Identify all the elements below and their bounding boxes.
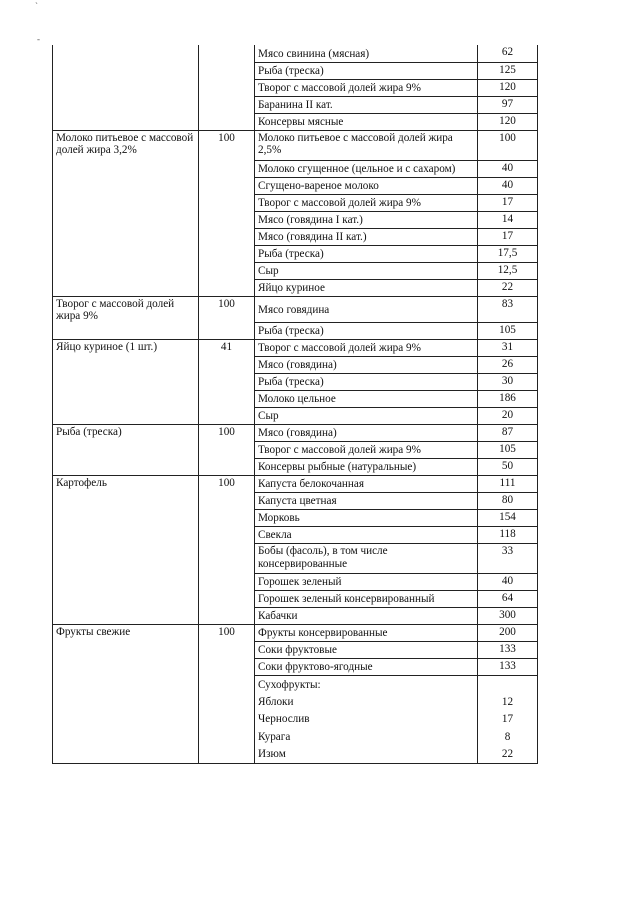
table-row [53, 659, 538, 676]
substitute-cell: Капуста белокочанная [255, 476, 478, 493]
quantity-cell [199, 527, 255, 544]
product-cell [53, 374, 199, 391]
product-cell [53, 544, 199, 574]
quantity-cell [199, 79, 255, 96]
dried-fruits-amounts [478, 676, 538, 764]
table-row [53, 296, 538, 323]
product-cell: Яйцо куриное (1 шт.) [53, 340, 199, 357]
dried-fruits-header-spacer [481, 677, 534, 694]
substitute-cell: Консервы рыбные (натуральные) [255, 459, 478, 476]
table-row-dried-fruits [53, 676, 538, 764]
substitute-cell: Творог с массовой долей жира 9% [255, 79, 478, 96]
dried-fruit-name: Яблоки [258, 696, 294, 709]
amount-cell: 133 [478, 642, 538, 659]
quantity-cell [199, 510, 255, 527]
amount-cell: 40 [478, 160, 538, 177]
amount-cell: 120 [478, 113, 538, 130]
amount-cell: 111 [478, 476, 538, 493]
quantity-cell [199, 608, 255, 625]
quantity-cell: 100 [199, 425, 255, 442]
quantity-cell [199, 177, 255, 194]
quantity-cell [199, 357, 255, 374]
table-row [53, 425, 538, 442]
amount-cell: 20 [478, 408, 538, 425]
product-cell: Фрукты свежие [53, 625, 199, 642]
table-row [53, 459, 538, 476]
substitute-cell: Фрукты консервированные [255, 625, 478, 642]
substitution-table-body [53, 45, 538, 763]
quantity-cell: 100 [199, 625, 255, 642]
product-cell [53, 527, 199, 544]
product-cell [53, 96, 199, 113]
product-cell [53, 245, 199, 262]
substitute-cell: Горошек зеленый консервированный [255, 591, 478, 608]
product-cell: Рыба (треска) [53, 425, 199, 442]
amount-cell: 31 [478, 340, 538, 357]
substitute-cell: Творог с массовой долей жира 9% [255, 442, 478, 459]
product-cell: Творог с массовой долей жира 9% [53, 296, 199, 323]
amount-cell: 133 [478, 659, 538, 676]
quantity-cell [199, 442, 255, 459]
dried-fruit-name: Чернослив [258, 713, 310, 726]
amount-cell: 87 [478, 425, 538, 442]
amount-cell: 100 [478, 130, 538, 160]
quantity-cell [199, 642, 255, 659]
substitute-cell: Мясо (говядина) [255, 425, 478, 442]
substitute-cell: Рыба (треска) [255, 374, 478, 391]
substitute-cell: Мясо (говядина I кат.) [255, 211, 478, 228]
product-cell [53, 211, 199, 228]
quantity-cell [199, 45, 255, 62]
substitute-cell: Молоко цельное [255, 391, 478, 408]
quantity-cell: 100 [199, 296, 255, 323]
product-cell [53, 160, 199, 177]
table-row [53, 574, 538, 591]
amount-cell: 105 [478, 323, 538, 340]
amount-cell: 62 [478, 45, 538, 62]
amount-cell: 17,5 [478, 245, 538, 262]
table-row [53, 160, 538, 177]
amount-cell: 64 [478, 591, 538, 608]
substitute-cell: Горошек зеленый [255, 574, 478, 591]
amount-cell: 14 [478, 211, 538, 228]
table-row [53, 357, 538, 374]
table-row [53, 374, 538, 391]
substitute-cell: Соки фруктово-ягодные [255, 659, 478, 676]
quantity-cell [199, 391, 255, 408]
product-cell: Картофель [53, 476, 199, 493]
substitute-cell: Мясо (говядина) [255, 357, 478, 374]
amount-cell: 12,5 [478, 262, 538, 279]
quantity-cell [199, 459, 255, 476]
substitute-cell: Баранина II кат. [255, 96, 478, 113]
table-row [53, 527, 538, 544]
product-cell [53, 45, 199, 62]
amount-cell: 154 [478, 510, 538, 527]
scan-speck-mid: - [37, 34, 40, 44]
table-row [53, 442, 538, 459]
quantity-cell [199, 194, 255, 211]
dried-fruit-name: Курага [258, 730, 291, 743]
amount-cell: 118 [478, 527, 538, 544]
product-cell [53, 459, 199, 476]
product-cell [53, 408, 199, 425]
product-cell [53, 323, 199, 340]
substitute-cell: Творог с массовой долей жира 9% [255, 340, 478, 357]
amount-cell: 80 [478, 493, 538, 510]
substitute-cell: Рыба (треска) [255, 323, 478, 340]
quantity-cell: 100 [199, 130, 255, 160]
table-row [53, 262, 538, 279]
amount-cell: 40 [478, 574, 538, 591]
table-row [53, 211, 538, 228]
table-row [53, 493, 538, 510]
substitute-cell: Сыр [255, 262, 478, 279]
table-row [53, 130, 538, 160]
product-cell: Молоко питьевое с массовой долей жира 3,2% [53, 130, 199, 160]
table-row [53, 642, 538, 659]
quantity-cell [199, 374, 255, 391]
substitute-cell: Мясо свинина (мясная) [255, 45, 478, 62]
substitute-cell: Кабачки [255, 608, 478, 625]
amount-cell: 40 [478, 177, 538, 194]
product-cell [53, 79, 199, 96]
amount-cell: 22 [478, 279, 538, 296]
amount-cell: 26 [478, 357, 538, 374]
quantity-cell [199, 493, 255, 510]
amount-cell: 50 [478, 459, 538, 476]
table-row [53, 323, 538, 340]
amount-cell: 33 [478, 544, 538, 574]
quantity-cell [199, 211, 255, 228]
scan-speck-top: ` [35, 1, 38, 11]
table-row [53, 45, 538, 62]
substitute-cell: Сгущено-вареное молоко [255, 177, 478, 194]
product-cell [53, 510, 199, 527]
amount-cell: 30 [478, 374, 538, 391]
product-cell [53, 591, 199, 608]
table-row [53, 625, 538, 642]
substitute-cell: Молоко сгущенное (цельное и с сахаром) [255, 160, 478, 177]
table-row [53, 194, 538, 211]
substitute-cell: Морковь [255, 510, 478, 527]
substitute-cell: Соки фруктовые [255, 642, 478, 659]
dried-fruits-header: Сухофрукты: [258, 679, 321, 691]
quantity-cell [199, 96, 255, 113]
table-row [53, 62, 538, 79]
substitute-cell: Яйцо куриное [255, 279, 478, 296]
table-row [53, 113, 538, 130]
product-cell [53, 228, 199, 245]
amount-cell: 125 [478, 62, 538, 79]
quantity-cell [199, 676, 255, 764]
product-cell [53, 62, 199, 79]
table-row [53, 476, 538, 493]
product-cell [53, 442, 199, 459]
table-row [53, 544, 538, 574]
quantity-cell [199, 408, 255, 425]
substitute-cell: Рыба (треска) [255, 62, 478, 79]
substitute-cell: Капуста цветная [255, 493, 478, 510]
amount-cell: 17 [478, 228, 538, 245]
product-cell [53, 177, 199, 194]
table-row [53, 177, 538, 194]
amount-cell: 97 [478, 96, 538, 113]
quantity-cell [199, 228, 255, 245]
dried-fruits-names [255, 676, 478, 764]
table-row [53, 340, 538, 357]
product-cell [53, 642, 199, 659]
substitute-cell: Мясо (говядина II кат.) [255, 228, 478, 245]
amount-cell: 186 [478, 391, 538, 408]
substitute-cell: Свекла [255, 527, 478, 544]
quantity-cell [199, 113, 255, 130]
amount-cell: 200 [478, 625, 538, 642]
dried-fruit-amount: 8 [504, 730, 511, 743]
product-cell [53, 194, 199, 211]
substitute-cell: Сыр [255, 408, 478, 425]
amount-cell: 83 [478, 296, 538, 323]
table-row [53, 408, 538, 425]
product-cell [53, 659, 199, 676]
product-cell [53, 574, 199, 591]
quantity-cell [199, 160, 255, 177]
product-cell [53, 608, 199, 625]
quantity-cell [199, 544, 255, 574]
product-cell [53, 357, 199, 374]
quantity-cell [199, 279, 255, 296]
product-cell [53, 262, 199, 279]
quantity-cell [199, 62, 255, 79]
dried-fruit-amount: 17 [501, 713, 514, 726]
substitute-cell: Консервы мясные [255, 113, 478, 130]
product-cell [53, 391, 199, 408]
table-row [53, 228, 538, 245]
quantity-cell [199, 323, 255, 340]
product-cell [53, 279, 199, 296]
table-row [53, 608, 538, 625]
table-row [53, 245, 538, 262]
substitute-cell: Бобы (фасоль), в том числе консервированные [255, 544, 478, 574]
dried-fruit-amount: 12 [501, 696, 514, 709]
table-row [53, 510, 538, 527]
product-cell [53, 676, 199, 764]
table-row [53, 96, 538, 113]
table-row [53, 79, 538, 96]
product-cell [53, 113, 199, 130]
quantity-cell [199, 591, 255, 608]
amount-cell: 17 [478, 194, 538, 211]
quantity-cell: 41 [199, 340, 255, 357]
substitution-table [52, 45, 538, 764]
quantity-cell [199, 659, 255, 676]
table-row [53, 391, 538, 408]
quantity-cell [199, 574, 255, 591]
amount-cell: 120 [478, 79, 538, 96]
amount-cell: 105 [478, 442, 538, 459]
table-row [53, 591, 538, 608]
dried-fruit-amount: 22 [501, 747, 514, 760]
substitute-cell: Творог с массовой долей жира 9% [255, 194, 478, 211]
quantity-cell: 100 [199, 476, 255, 493]
amount-cell: 300 [478, 608, 538, 625]
substitute-cell: Мясо говядина [255, 296, 478, 323]
substitute-cell: Молоко питьевое с массовой долей жира 2,5% [255, 130, 478, 160]
dried-fruit-name: Изюм [258, 747, 286, 760]
substitute-cell: Рыба (треска) [255, 245, 478, 262]
quantity-cell [199, 245, 255, 262]
table-row [53, 279, 538, 296]
quantity-cell [199, 262, 255, 279]
product-cell [53, 493, 199, 510]
